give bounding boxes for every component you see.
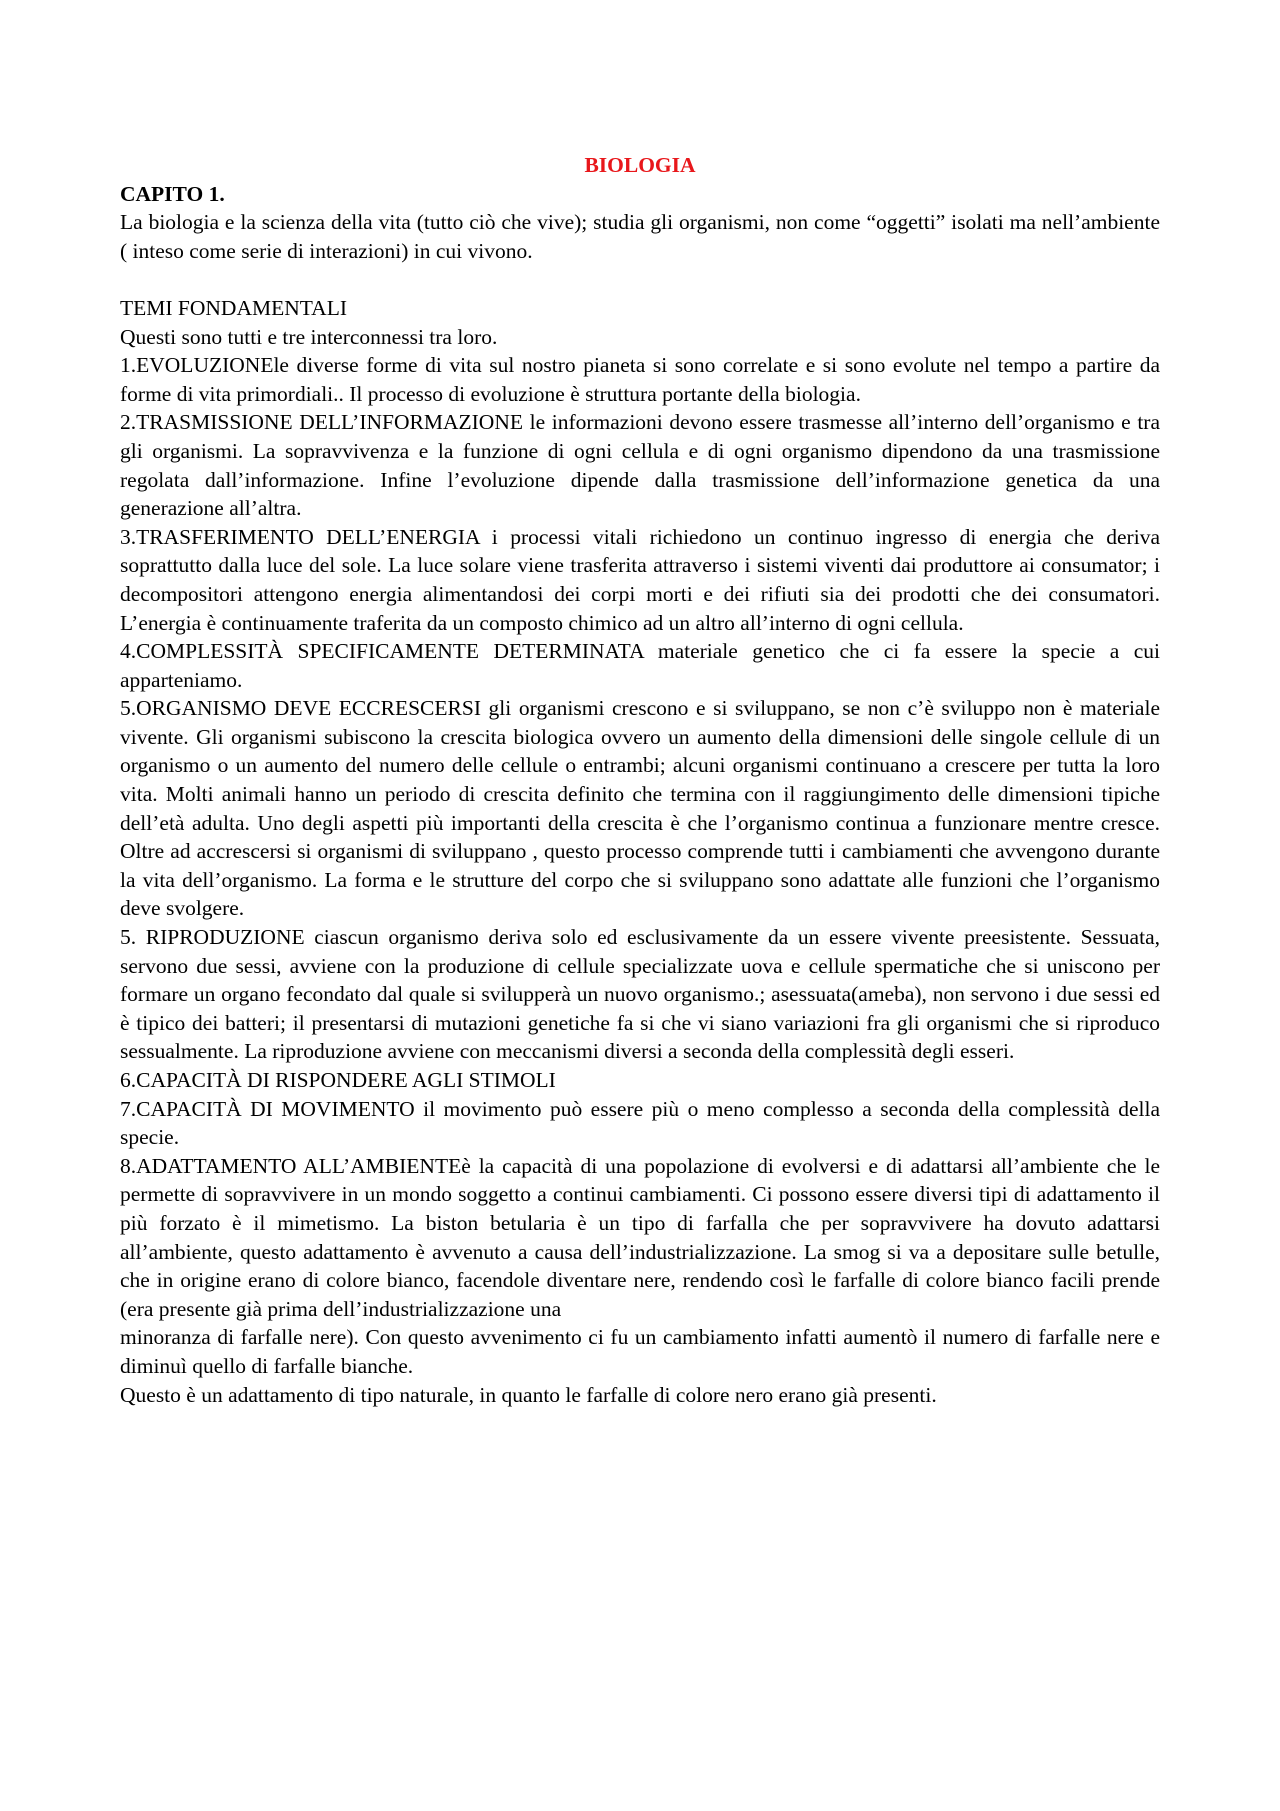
theme-evoluzione: 1.EVOLUZIONEle diverse forme di vita sul nostro pianeta si sono correlate e si sono evolute nel tempo a partire da forme di vita primordiali.. Il processo di evoluzione è struttura portante della biologia. — [120, 353, 1160, 406]
closing-paragraph: Questo è un adattamento di tipo naturale, in quanto le farfalle di colore nero erano già presenti. — [120, 1382, 937, 1407]
theme-trasmissione-informazione: 2.TRASMISSIONE DELL’INFORMAZIONE le informazioni devono essere trasmesse all’interno dell’organismo e tra gli organismi. La sopravvivenza e la funzione di ogni cellula e di ogni organismo dipendono da una trasmissione regolata dall’informazione. Infine l’evoluzione dipende dalla trasmissione dell’informazione genetica da una generazione all’altra. — [120, 410, 1160, 521]
theme-trasferimento-energia: 3.TRASFERIMENTO DELL’ENERGIA i processi vitali richiedono un continuo ingresso di energia che deriva soprattutto dalla luce del sole. La luce solare viene trasferita attraverso i sistemi viventi dai produttore ai consumator; i decompositori attengono energia alimentandosi dei corpi morti e dei rifiuti sia dei prodotti che dei consumatori. L’energia è continuamente traferita da un composto chimico ad un altro all’interno di ogni cellula. — [120, 524, 1160, 635]
theme-accrescimento: 5.ORGANISMO DEVE ECCRESCERSI gli organismi crescono e si sviluppano, se non c’è sviluppo non è materiale vivente. Gli organismi subiscono la crescita biologica ovvero un aumento della dimensioni delle singole cellule di un organismo o un aumento del numero delle cellule o entrambi; alcuni organismi continuano a crescere per tutta la loro vita. Molti animali hanno un periodo di crescita definito che termina con il raggiungimento delle dimensioni tipiche dell’età adulta. Uno degli aspetti più importanti della crescita è che l’organismo continua a funzionare mentre cresce. Oltre ad accrescersi si organismi di sviluppano , questo processo comprende tutti i cambiamenti che avvengono durante la vita dell’organismo. La forma e le strutture del corpo che si sviluppano sono adattate alle funzioni che l’organismo deve svolgere. — [120, 696, 1160, 921]
document-page — [120, 151, 1160, 1409]
section-intro: Questi sono tutti e tre interconnessi tra loro. — [120, 324, 498, 349]
chapter-heading: CAPITO 1. — [120, 181, 225, 206]
theme-adattamento: 8.ADATTAMENTO ALL’AMBIENTEè la capacità di una popolazione di evolversi e di adattarsi all’ambiente che le permette di sopravvivere in un mondo soggetto a continui cambiamenti. Ci possono essere diversi tipi di adattamento il più forzato è il mimetismo. La biston betularia è un tipo di farfalla che per sopravvivere ha dovuto adattarsi all’ambiente, questo adattamento è avvenuto a causa dell’industrializzazione. La smog si va a depositare sulle betulle, che in origine erano di colore bianco, facendole diventare nere, rendendo così le farfalle di colore bianco facili prende (era presente già prima dell’industrializzazione una — [120, 1153, 1160, 1321]
document-title: BIOLOGIA — [584, 153, 696, 177]
intro-paragraph: La biologia e la scienza della vita (tutto ciò che vive); studia gli organismi, non come “oggetti” isolati ma nell’ambiente ( inteso come serie di interazioni) in cui vivono. — [120, 210, 1160, 263]
blank-line — [120, 265, 1160, 294]
theme-stimoli: 6.CAPACITÀ DI RISPONDERE AGLI STIMOLI — [120, 1068, 556, 1092]
theme-riproduzione: 5. RIPRODUZIONE ciascun organismo deriva solo ed esclusivamente da un essere vivente preesistente. Sessuata, servono due sessi, avviene con la produzione di cellule specializzate uova e cellule spermatiche che si uniscono per formare un organo fecondato dal quale si svilupperà un nuovo organismo.; asessuata(ameba), non servono i due sessi ed è tipico dei batteri; il presentarsi di mutazioni genetiche fa si che vi siano variazioni fra gli organismi che si riproduco sessualmente. La riproduzione avviene con meccanismi diversi a seconda della complessità degli esseri. — [120, 925, 1160, 1064]
theme-complessita: 4.COMPLESSITÀ SPECIFICAMENTE DETERMINATA materiale genetico che ci fa essere la specie a cui apparteniamo. — [120, 639, 1160, 692]
theme-movimento: 7.CAPACITÀ DI MOVIMENTO il movimento può essere più o meno complesso a seconda della complessità della specie. — [120, 1096, 1160, 1150]
adattamento-continuation: minoranza di farfalle nere). Con questo avvenimento ci fu un cambiamento infatti aumentò il numero di farfalle nere e diminuì quello di farfalle bianche. — [120, 1325, 1160, 1378]
section-heading: TEMI FONDAMENTALI — [120, 295, 347, 320]
